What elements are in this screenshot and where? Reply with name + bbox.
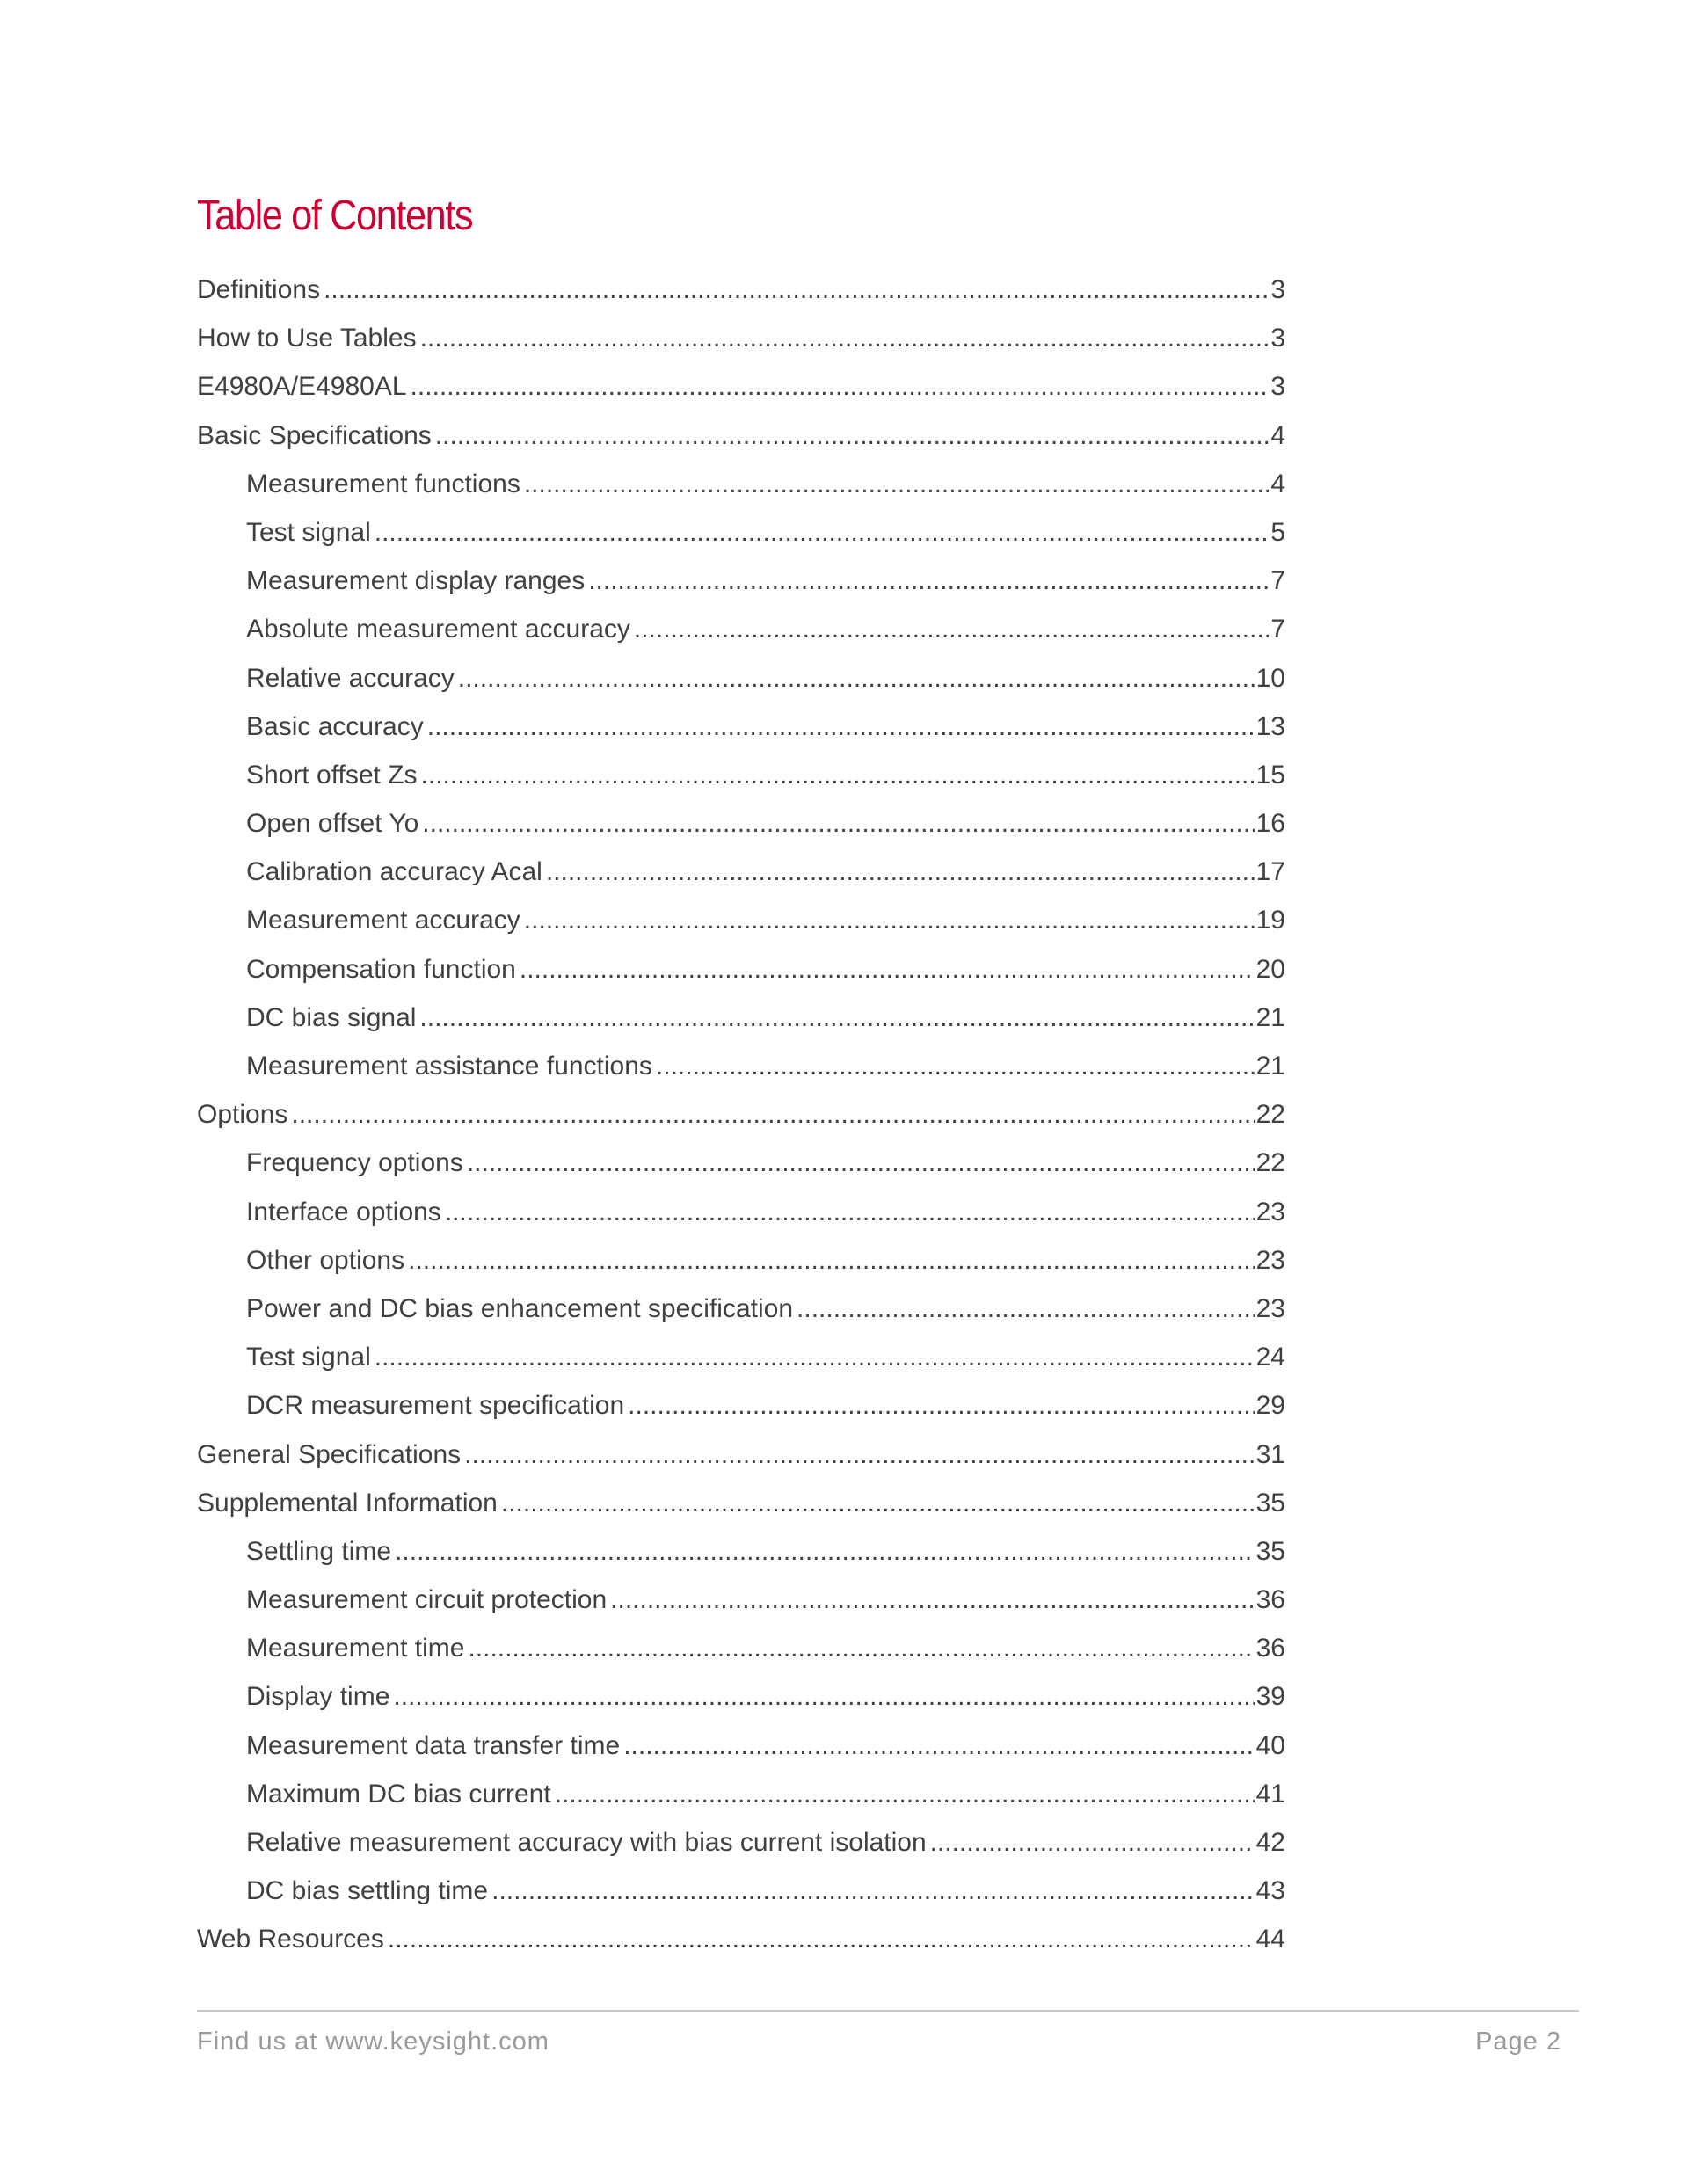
toc-entry[interactable] (197, 418, 1285, 466)
toc-dot-leader (491, 1873, 1255, 1910)
toc-dot-leader (524, 902, 1255, 939)
page-title: Table of Contents (197, 193, 473, 239)
toc-entry-page-number: 41 (1255, 1779, 1285, 1809)
toc-entry[interactable] (197, 368, 1285, 417)
toc-entry-label: General Specifications (197, 1439, 462, 1469)
toc-entry-label: Supplemental Information (197, 1488, 498, 1518)
toc-entry-label: Power and DC bias enhancement specification (246, 1293, 794, 1323)
toc-entry[interactable] (197, 1921, 1285, 1969)
toc-entry-page-number: 29 (1255, 1391, 1285, 1421)
toc-dot-leader (524, 466, 1269, 503)
toc-entry[interactable] (197, 1339, 1285, 1387)
toc-entry[interactable] (197, 951, 1285, 1000)
toc-dot-leader (393, 1678, 1254, 1715)
toc-entry-page-number: 4 (1270, 420, 1285, 450)
toc-entry-label: Open offset Yo (246, 809, 419, 839)
toc-entry[interactable] (197, 854, 1285, 902)
toc-dot-leader (634, 611, 1269, 648)
toc-entry-label: Measurement time (246, 1634, 465, 1663)
toc-entry[interactable] (197, 757, 1285, 805)
toc-dot-leader (420, 320, 1270, 357)
toc-entry-page-number: 42 (1255, 1828, 1285, 1857)
toc-entry-page-number: 3 (1270, 275, 1285, 304)
toc-entry[interactable] (197, 563, 1285, 611)
toc-entry-label: Basic Specifications (197, 420, 432, 450)
toc-entry-label: Basic accuracy (246, 711, 424, 741)
toc-entry-page-number: 15 (1255, 760, 1285, 790)
toc-entry-label: Web Resources (197, 1925, 384, 1955)
toc-dot-leader (395, 1533, 1255, 1570)
toc-dot-leader (291, 1096, 1254, 1133)
toc-entry-page-number: 36 (1255, 1634, 1285, 1663)
toc-entry-label: DCR measurement specification (246, 1391, 625, 1421)
toc-entry-page-number: 22 (1255, 1100, 1285, 1130)
toc-dot-leader (628, 1387, 1254, 1424)
footer-website-link[interactable]: Find us at www.keysight.com (197, 2027, 549, 2056)
toc-dot-leader (546, 854, 1255, 891)
toc-dot-leader (930, 1824, 1255, 1861)
toc-entry[interactable] (197, 902, 1285, 950)
toc-dot-leader (501, 1485, 1255, 1522)
toc-entry-label: Settling time (246, 1536, 392, 1566)
toc-dot-leader (445, 1194, 1255, 1231)
footer-page-number: Page 2 (1475, 2027, 1561, 2056)
toc-dot-leader (588, 563, 1269, 600)
toc-entry[interactable] (197, 1485, 1285, 1533)
toc-entry[interactable] (197, 1387, 1285, 1436)
toc-entry-label: Relative measurement accuracy with bias current isolation (246, 1828, 927, 1857)
toc-dot-leader (555, 1776, 1255, 1813)
toc-entry-page-number: 5 (1270, 517, 1285, 547)
toc-dot-leader (427, 709, 1255, 746)
toc-entry-label: How to Use Tables (197, 324, 417, 353)
toc-entry[interactable] (197, 1194, 1285, 1242)
toc-entry-page-number: 36 (1255, 1585, 1285, 1615)
toc-entry[interactable] (197, 1533, 1285, 1582)
toc-entry-label: Absolute measurement accuracy (246, 615, 630, 644)
toc-entry-label: Short offset Zs (246, 760, 418, 790)
toc-entry-label: Relative accuracy (246, 663, 455, 693)
toc-entry-label: Measurement display ranges (246, 566, 586, 596)
toc-entry-page-number: 40 (1255, 1730, 1285, 1760)
toc-entry-page-number: 23 (1255, 1293, 1285, 1323)
toc-entry[interactable] (197, 1242, 1285, 1291)
toc-entry[interactable] (197, 320, 1285, 368)
toc-entry-page-number: 43 (1255, 1876, 1285, 1906)
toc-dot-leader (435, 418, 1270, 455)
toc-entry-label: Measurement accuracy (246, 906, 520, 935)
toc-entry[interactable] (197, 611, 1285, 659)
toc-entry-page-number: 4 (1270, 469, 1285, 499)
toc-entry[interactable] (197, 1582, 1285, 1630)
toc-dot-leader (656, 1048, 1255, 1085)
toc-dot-leader (419, 1000, 1254, 1037)
toc-entry-page-number: 35 (1255, 1488, 1285, 1518)
toc-entry[interactable] (197, 1678, 1285, 1727)
toc-entry-page-number: 16 (1255, 809, 1285, 839)
toc-entry-label: Display time (246, 1682, 390, 1712)
toc-entry-label: Measurement functions (246, 469, 520, 499)
toc-entry[interactable] (197, 709, 1285, 757)
toc-entry[interactable] (197, 1776, 1285, 1824)
toc-entry-page-number: 23 (1255, 1245, 1285, 1275)
toc-entry[interactable] (197, 514, 1285, 563)
toc-entry[interactable] (197, 1630, 1285, 1678)
toc-dot-leader (467, 1145, 1255, 1182)
toc-entry-label: Frequency options (246, 1148, 463, 1178)
toc-entry-page-number: 21 (1255, 1052, 1285, 1081)
toc-entry-label: Compensation function (246, 954, 516, 984)
toc-entry-page-number: 21 (1255, 1002, 1285, 1032)
toc-entry-page-number: 24 (1255, 1343, 1285, 1372)
toc-entry-label: Definitions (197, 275, 321, 304)
footer-divider (197, 2010, 1579, 2012)
toc-entry-page-number: 13 (1255, 711, 1285, 741)
toc-dot-leader (375, 1339, 1255, 1376)
toc-entry-page-number: 3 (1270, 372, 1285, 402)
toc-entry[interactable] (197, 805, 1285, 854)
toc-dot-leader (411, 368, 1270, 405)
toc-entry[interactable] (197, 1437, 1285, 1485)
toc-entry-label: Measurement circuit protection (246, 1585, 608, 1615)
toc-entry-label: DC bias signal (246, 1002, 417, 1032)
toc-entry-label: DC bias settling time (246, 1876, 489, 1906)
toc-dot-leader (408, 1242, 1255, 1279)
toc-entry-label: Maximum DC bias current (246, 1779, 551, 1809)
toc-entry[interactable] (197, 1096, 1285, 1145)
toc-entry-page-number: 39 (1255, 1682, 1285, 1712)
toc-entry-label: Other options (246, 1245, 405, 1275)
toc-dot-leader (324, 272, 1269, 309)
toc-dot-leader (464, 1437, 1254, 1474)
toc-entry[interactable] (197, 1873, 1285, 1921)
toc-entry-page-number: 20 (1255, 954, 1285, 984)
toc-dot-leader (468, 1630, 1254, 1667)
toc-entry-page-number: 23 (1255, 1197, 1285, 1227)
toc-dot-leader (375, 514, 1270, 551)
toc-entry-label: Calibration accuracy Acal (246, 857, 542, 887)
toc-entry[interactable] (197, 1728, 1285, 1776)
toc-entry-label: Measurement assistance functions (246, 1052, 652, 1081)
toc-dot-leader (610, 1582, 1254, 1619)
toc-entry-page-number: 7 (1270, 566, 1285, 596)
toc-entry[interactable] (197, 1000, 1285, 1048)
toc-dot-leader (422, 805, 1254, 842)
toc-entry-label: Test signal (246, 1343, 371, 1372)
toc-entry-page-number: 44 (1255, 1925, 1285, 1955)
toc-entry[interactable] (197, 1145, 1285, 1193)
toc-dot-leader (458, 660, 1255, 697)
toc-entry-page-number: 22 (1255, 1148, 1285, 1178)
toc-entry[interactable] (197, 1824, 1285, 1873)
toc-entry[interactable] (197, 1291, 1285, 1339)
toc-entry-label: Options (197, 1100, 288, 1130)
toc-entry-page-number: 3 (1270, 324, 1285, 353)
toc-entry[interactable] (197, 1048, 1285, 1096)
toc-entry-page-number: 17 (1255, 857, 1285, 887)
toc-entry-label: Test signal (246, 517, 371, 547)
toc-entry[interactable] (197, 272, 1285, 320)
toc-dot-leader (797, 1291, 1255, 1328)
toc-dot-leader (520, 951, 1255, 988)
toc-dot-leader (623, 1728, 1254, 1765)
toc-entry[interactable] (197, 466, 1285, 514)
toc-entry-page-number: 7 (1270, 615, 1285, 644)
toc-entry-page-number: 31 (1255, 1439, 1285, 1469)
toc-entry-label: Interface options (246, 1197, 441, 1227)
toc-dot-leader (388, 1921, 1255, 1958)
toc-entry-page-number: 35 (1255, 1536, 1285, 1566)
table-of-contents (197, 272, 1285, 1970)
toc-entry-label: E4980A/E4980AL (197, 372, 407, 402)
toc-dot-leader (421, 757, 1255, 794)
toc-entry-page-number: 10 (1255, 663, 1285, 693)
toc-entry-page-number: 19 (1255, 906, 1285, 935)
toc-entry-label: Measurement data transfer time (246, 1730, 621, 1760)
toc-entry[interactable] (197, 660, 1285, 709)
